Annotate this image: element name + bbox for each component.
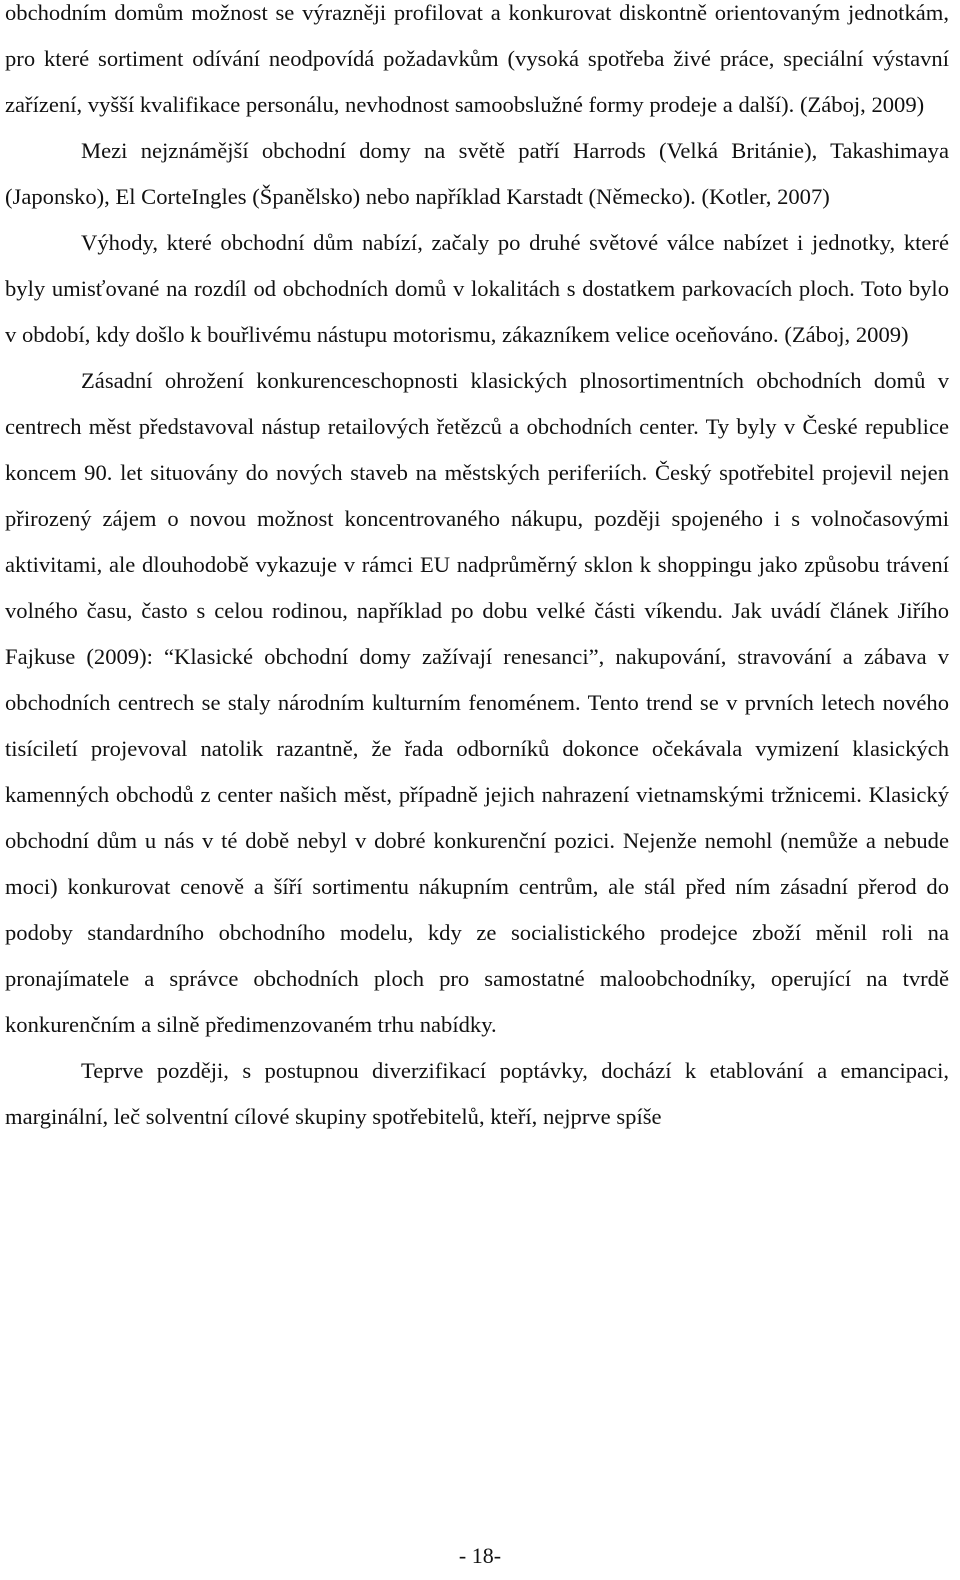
paragraph-5: Teprve později, s postupnou diverzifikací poptávky, dochází k etablování a emancipaci, marginální, leč solventní cílové skupiny spotřebitelů, kteří, nejprve spíše <box>5 1058 949 1129</box>
paragraph-1: obchodním domům možnost se výrazněji profilovat a konkurovat diskontně orientovaným jednotkám, pro které sortiment odívání neodpovídá požadavkům (vysoká spotřeba živé práce, speciální výstavní zařízení, vyšší kvalifikace personálu, nevhodnost samoobslužné formy prodeje a další). (Záboj, 2009) <box>5 0 949 117</box>
paragraph-3: Výhody, které obchodní dům nabízí, začaly po druhé světové válce nabízet i jednotky, které byly umisťované na rozdíl od obchodních domů v lokalitách s dostatkem parkovacích ploch. Toto bylo v období, kdy došlo k bouřlivému nástupu motorismu, zákazníkem velice oceňováno. (Záboj, 2009) <box>5 230 949 347</box>
paragraph-4: Zásadní ohrožení konkurenceschopnosti klasických plnosortimentních obchodních domů v centrech měst představoval nástup retailových řetězců a obchodních center. Ty byly v České republice koncem 90. let situovány do nových staveb na městských periferiích. Český spotřebitel projevil nejen přirozený zájem o novou možnost koncentrovaného nákupu, později spojeného i s volnočasovými aktivitami, ale dlouhodobě vykazuje v rámci EU nadprůměrný sklon k shoppingu jako způsobu trávení volného času, často s celou rodinou, například po dobu velké části víkendu. Jak uvádí článek Jiřího Fajkuse (2009): “Klasické obchodní domy zažívají renesanci”, nakupování, stravování a zábava v obchodních centrech se staly národním kulturním fenoménem. Tento trend se v prvních letech nového tisíciletí projevoval natolik razantně, že řada odborníků dokonce očekávala vymizení klasických kamenných obchodů z center našich měst, případně jejich nahrazení vietnamskými tržnicemi. Klasický obchodní dům u nás v té době nebyl v dobré konkurenční pozici. Nejenže nemohl (nemůže a nebude moci) konkurovat cenově a šíří sortimentu nákupním centrům, ale stál před ním zásadní přerod do podoby standardního obchodního modelu, kdy ze socialistického prodejce zboží měnil roli na pronajímatele a správce obchodních ploch pro samostatné maloobchodníky, operující na tvrdě konkurenčním a silně předimenzovaném trhu nabídky. <box>5 368 949 1037</box>
paragraph-2: Mezi nejznámější obchodní domy na světě patří Harrods (Velká Británie), Takashimaya (Japonsko), El CorteIngles (Španělsko) nebo například Karstadt (Německo). (Kotler, 2007) <box>5 138 949 209</box>
page-number: - 18- <box>458 1543 502 1568</box>
document-body <box>5 0 949 1140</box>
